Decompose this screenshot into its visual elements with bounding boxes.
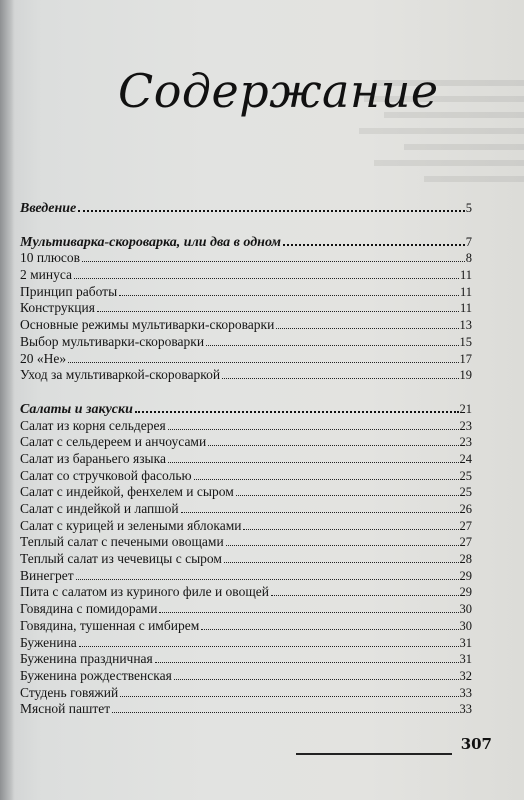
toc-entry-page: 30 [459, 602, 472, 617]
toc-entry [20, 317, 472, 334]
toc-entry-page: 11 [459, 284, 472, 299]
toc-entry-title: Мультиварка-скороварка, или два в одном [20, 234, 282, 250]
dot-leader [206, 345, 458, 346]
toc-entry [20, 418, 472, 435]
dot-leader [76, 579, 459, 580]
toc-entry-page: 21 [459, 401, 472, 416]
toc-entry [20, 651, 472, 668]
toc-entry [20, 334, 472, 351]
toc-entry [20, 300, 472, 317]
toc-entry-title: Теплый салат с печеными овощами [20, 534, 224, 550]
toc-entry-page: 30 [459, 618, 472, 633]
toc-entry-title: Основные режимы мультиварки-скороварки [20, 317, 275, 333]
toc-entry [20, 685, 472, 702]
toc-entry-title: Говядина с помидорами [20, 601, 158, 617]
toc-entry-title: 20 «Не» [20, 350, 67, 366]
toc-entry-page: 26 [459, 502, 472, 516]
toc-entry-page: 27 [459, 518, 472, 533]
toc-entry-page: 13 [459, 318, 472, 333]
toc-entry-title: Винегрет [20, 567, 74, 583]
toc-entry-page: 25 [459, 485, 472, 500]
toc-entry-title: Буженина праздничная [20, 651, 153, 667]
dot-leader [155, 662, 459, 663]
toc-entry [20, 468, 472, 485]
toc-entry [20, 668, 472, 685]
toc-entry [20, 551, 472, 568]
page-footer [296, 734, 492, 754]
dot-leader [194, 479, 459, 480]
toc-entry-title: Пита с салатом из куриного филе и овощей [20, 584, 269, 600]
toc-entry-page: 11 [459, 268, 472, 283]
toc-entry [20, 401, 472, 418]
toc-entry [20, 250, 472, 267]
dot-leader [208, 445, 458, 446]
toc-entry-page: 19 [459, 368, 472, 383]
toc-entry-page: 31 [459, 652, 472, 667]
toc-entry [20, 267, 472, 284]
toc-entry [20, 200, 472, 217]
toc-entry [20, 701, 472, 718]
toc-entry-title: Салат с индейкой и лапшой [20, 501, 179, 516]
dot-leader [181, 512, 459, 513]
toc-entry [20, 518, 472, 535]
toc-entry [20, 484, 472, 501]
toc-entry-page: 27 [459, 535, 472, 550]
toc-entry [20, 351, 472, 368]
toc-entry [20, 534, 472, 551]
dot-leader [276, 328, 458, 329]
toc-entry-title: Салат с индейкой, фенхелем и сыром [20, 484, 234, 500]
toc-entry-page: 17 [459, 351, 472, 366]
dot-leader [201, 629, 458, 630]
toc-entry-page: 33 [459, 685, 472, 700]
dot-leader [174, 679, 459, 680]
binding-shadow [0, 0, 14, 800]
toc-entry-title: Принцип работы [20, 283, 118, 299]
dot-leader [68, 362, 458, 363]
toc-entry-page: 33 [459, 702, 472, 717]
toc-entry-page: 5 [465, 201, 472, 215]
toc-entry-title: Конструкция [20, 300, 95, 316]
toc-entry-title: Теплый салат из чечевицы с сыром [20, 551, 222, 567]
toc-entry [20, 618, 472, 635]
toc-entry-title: Салат из бараньего языка [20, 450, 166, 466]
toc-entry-title: Уход за мультиваркой-скороваркой [20, 367, 221, 383]
toc-entry [20, 584, 472, 601]
toc-entry-page: 29 [459, 585, 472, 600]
dot-leader [159, 612, 458, 613]
toc-entry-page: 32 [459, 668, 472, 683]
dot-leader [168, 462, 459, 463]
toc-entry-page: 7 [465, 234, 472, 249]
dot-leader [112, 712, 458, 713]
toc-entry [20, 601, 472, 618]
toc-entry-title: Буженина [20, 634, 77, 650]
toc-entry-title: Выбор мультиварки-скороварки [20, 333, 205, 349]
footer-rule [296, 753, 452, 755]
toc-entry [20, 434, 472, 451]
toc-entry-title: 10 плюсов [20, 250, 81, 266]
dot-leader [120, 696, 458, 697]
toc-entry-page: 31 [459, 635, 472, 650]
toc-entry-page: 23 [459, 435, 472, 450]
toc-entry [20, 635, 472, 652]
dot-leader [78, 210, 465, 212]
toc-entry [20, 568, 472, 585]
toc-entry-title: Введение [20, 201, 77, 216]
dot-leader [224, 562, 459, 563]
toc-entry-title: Буженина рождественская [20, 667, 172, 683]
toc-entry-title: Салат с курицей и зелеными яблоками [20, 517, 242, 533]
table-of-contents [20, 200, 472, 718]
toc-entry-title: Салат со стручковой фасолью [20, 467, 192, 483]
toc-entry-title: Салат с сельдереем и анчоусами [20, 434, 207, 450]
dot-leader [283, 244, 465, 246]
toc-entry-page: 11 [459, 301, 472, 316]
toc-entry [20, 367, 472, 384]
toc-entry-page: 28 [459, 552, 472, 567]
toc-entry-page: 24 [459, 451, 472, 466]
toc-entry-title: 2 минуса [20, 267, 73, 283]
toc-entry [20, 451, 472, 468]
dot-leader [97, 311, 459, 312]
toc-entry-title: Говядина, тушенная с имбирем [20, 617, 200, 633]
dot-leader [119, 295, 459, 296]
toc-entry-page: 29 [459, 568, 472, 583]
toc-entry [20, 234, 472, 251]
toc-entry-title: Мясной паштет [20, 701, 111, 717]
page-title: Содержание [118, 64, 439, 118]
toc-entry-page: 15 [459, 334, 472, 349]
dot-leader [135, 411, 459, 413]
dot-leader [79, 646, 459, 647]
toc-entry-title: Салат из корня сельдерея [20, 417, 166, 433]
dot-leader [243, 529, 458, 530]
toc-entry-title: Салаты и закуски [20, 401, 133, 417]
dot-leader [82, 261, 465, 262]
toc-entry-page: 25 [459, 468, 472, 483]
dot-leader [74, 278, 459, 279]
dot-leader [271, 595, 459, 596]
toc-entry-title: Студень говяжий [20, 684, 119, 700]
toc-entry-page: 23 [459, 418, 472, 433]
dot-leader [236, 495, 459, 496]
toc-entry-page: 8 [465, 251, 472, 266]
page-number: 307 [460, 735, 492, 753]
dot-leader [222, 378, 458, 379]
toc-entry [20, 501, 472, 518]
toc-entry [20, 284, 472, 301]
dot-leader [226, 545, 459, 546]
dot-leader [168, 429, 459, 430]
